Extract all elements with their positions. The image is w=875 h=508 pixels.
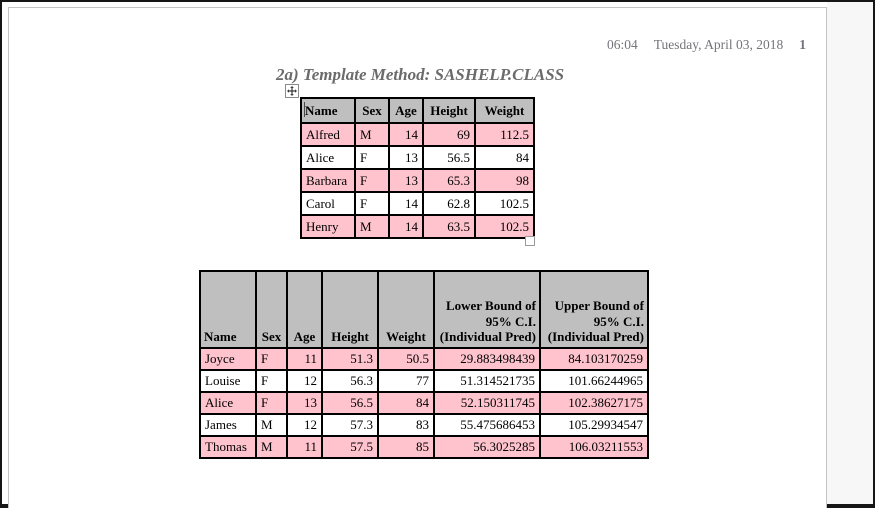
cell: 112.5 xyxy=(475,123,534,146)
text-cursor xyxy=(304,102,305,117)
cell: 84 xyxy=(475,146,534,169)
cell: 98 xyxy=(475,169,534,192)
header-time: 06:04 xyxy=(606,37,638,52)
cell: M xyxy=(355,215,389,238)
prediction-table-header xyxy=(200,271,648,348)
prediction-table-body xyxy=(200,348,648,458)
cell: 13 xyxy=(287,392,322,414)
column-header: Upper Bound of 95% C.I.(Individual Pred) xyxy=(540,271,648,348)
column-header: Age xyxy=(389,98,423,123)
cell: 12 xyxy=(287,370,322,392)
table-row xyxy=(301,146,534,169)
cell: F xyxy=(256,370,287,392)
cell: 56.5 xyxy=(423,146,475,169)
cell: 29.883498439 xyxy=(434,348,540,370)
cell: F xyxy=(355,192,389,215)
report-title: 2a) Template Method: SASHELP.CLASS xyxy=(276,65,565,84)
cell: 52.150311745 xyxy=(434,392,540,414)
cell: 56.3 xyxy=(322,370,378,392)
cell: 106.03211553 xyxy=(540,436,648,458)
table-row xyxy=(200,392,648,414)
column-header: Weight xyxy=(378,271,434,348)
table-row xyxy=(301,123,534,146)
cell: 85 xyxy=(378,436,434,458)
header-row xyxy=(301,98,534,123)
cell: 11 xyxy=(287,348,322,370)
cell: M xyxy=(256,414,287,436)
prediction-table xyxy=(199,270,649,459)
cell: 65.3 xyxy=(423,169,475,192)
table-row xyxy=(301,169,534,192)
column-header: Height xyxy=(423,98,475,123)
cell: 84.103170259 xyxy=(540,348,648,370)
cell: 14 xyxy=(389,215,423,238)
cell: 50.5 xyxy=(378,348,434,370)
class-table-body xyxy=(301,123,534,238)
offpage-background xyxy=(827,2,873,504)
cell: 56.3025285 xyxy=(434,436,540,458)
cell: 105.29934547 xyxy=(540,414,648,436)
cell: 11 xyxy=(287,436,322,458)
column-header: Age xyxy=(287,271,322,348)
header-date: Tuesday, April 03, 2018 xyxy=(653,37,784,52)
cell: 14 xyxy=(389,123,423,146)
cell: 63.5 xyxy=(423,215,475,238)
column-header: Sex xyxy=(355,98,389,123)
cell: F xyxy=(355,169,389,192)
cell: Henry xyxy=(301,215,355,238)
column-header: Height xyxy=(322,271,378,348)
cell: 101.66244965 xyxy=(540,370,648,392)
cell: 13 xyxy=(389,146,423,169)
page-header xyxy=(9,37,806,53)
table-move-handle[interactable] xyxy=(285,84,299,98)
table-row xyxy=(200,436,648,458)
cell: Alice xyxy=(301,146,355,169)
header-page-number: 1 xyxy=(799,37,806,52)
cell: Alfred xyxy=(301,123,355,146)
column-header: Lower Bound of 95% C.I.(Individual Pred) xyxy=(434,271,540,348)
cell: 14 xyxy=(389,192,423,215)
table-row xyxy=(200,414,648,436)
column-header: Weight xyxy=(475,98,534,123)
cell: 83 xyxy=(378,414,434,436)
cell: 51.3 xyxy=(322,348,378,370)
cell: 12 xyxy=(287,414,322,436)
cell: 51.314521735 xyxy=(434,370,540,392)
column-header: Sex xyxy=(256,271,287,348)
cell: Alice xyxy=(200,392,256,414)
cell: M xyxy=(355,123,389,146)
cell: 77 xyxy=(378,370,434,392)
cell: 13 xyxy=(389,169,423,192)
cell: 57.3 xyxy=(322,414,378,436)
table-row xyxy=(200,348,648,370)
cell: 102.5 xyxy=(475,192,534,215)
column-header: Name xyxy=(200,271,256,348)
cell: F xyxy=(256,392,287,414)
table-row xyxy=(200,370,648,392)
cell: Louise xyxy=(200,370,256,392)
header-row xyxy=(200,271,648,348)
cell: Thomas xyxy=(200,436,256,458)
cell: 102.5 xyxy=(475,215,534,238)
cell: 62.8 xyxy=(423,192,475,215)
cell: 69 xyxy=(423,123,475,146)
cell: Carol xyxy=(301,192,355,215)
cell: James xyxy=(200,414,256,436)
move-arrows-icon xyxy=(287,86,297,96)
class-table xyxy=(300,97,535,239)
column-header: Name xyxy=(301,98,355,123)
cell: 84 xyxy=(378,392,434,414)
cell: Barbara xyxy=(301,169,355,192)
cell: F xyxy=(256,348,287,370)
table-resize-handle[interactable] xyxy=(525,236,535,246)
cell: Joyce xyxy=(200,348,256,370)
cell: F xyxy=(355,146,389,169)
cell: M xyxy=(256,436,287,458)
table-row xyxy=(301,192,534,215)
table-row xyxy=(301,215,534,238)
cell: 55.475686453 xyxy=(434,414,540,436)
cell: 102.38627175 xyxy=(540,392,648,414)
cell: 57.5 xyxy=(322,436,378,458)
cell: 56.5 xyxy=(322,392,378,414)
class-table-header xyxy=(301,98,534,123)
